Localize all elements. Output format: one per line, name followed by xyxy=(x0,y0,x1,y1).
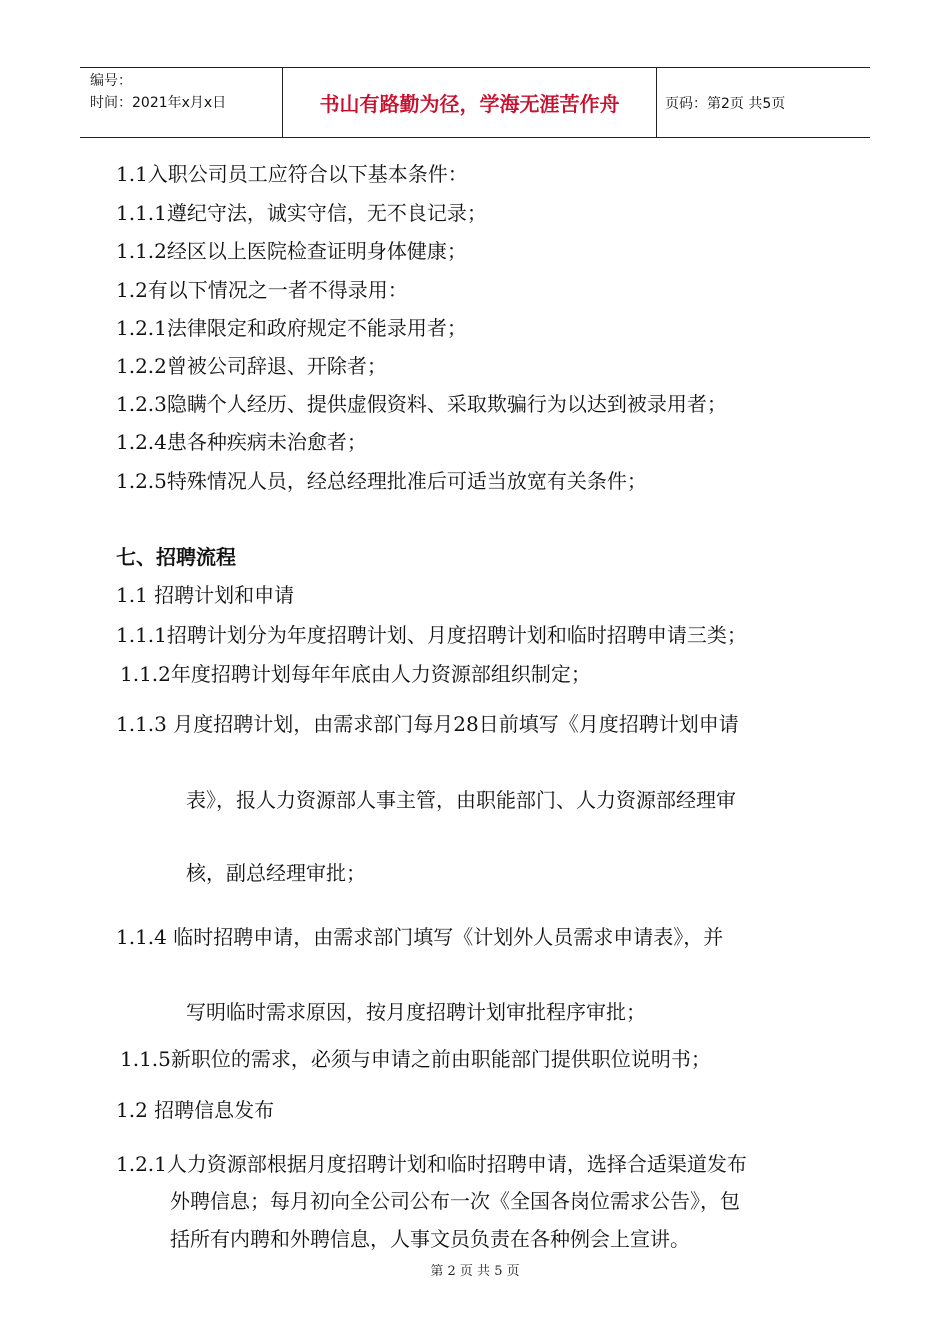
text-line: 括所有内聘和外聘信息，人事文员负责在各种例会上宣讲。 xyxy=(170,1227,690,1251)
header-motto: 书山有路勤为径，学海无涯苦作舟 xyxy=(283,68,657,137)
header-page-info: 页码：第2页 共5页 xyxy=(665,95,786,112)
text-line: 1.1.2年度招聘计划每年年底由人力资源部组织制定； xyxy=(120,662,591,686)
document-number: 编号： xyxy=(90,73,132,89)
text-line: 1.2有以下情况之一者不得录用： xyxy=(116,278,408,302)
text-line: 1.1.2经区以上医院检查证明身体健康； xyxy=(116,239,467,263)
text-line: 表》，报人力资源部人事主管，由职能部门、人力资源部经理审 xyxy=(186,788,736,812)
text-line: 1.2.1人力资源部根据月度招聘计划和临时招聘申请，选择合适渠道发布 xyxy=(116,1152,747,1176)
subheading: 1.2 招聘信息发布 xyxy=(116,1098,275,1122)
text-line: 1.2.4患各种疾病未治愈者； xyxy=(116,430,367,454)
text-line: 写明临时需求原因，按月度招聘计划审批程序审批； xyxy=(186,1000,646,1024)
text-line: 1.2.5特殊情况人员，经总经理批准后可适当放宽有关条件； xyxy=(116,469,647,493)
text-line: 1.2.3隐瞒个人经历、提供虚假资料、采取欺骗行为以达到被录用者； xyxy=(116,392,727,416)
document-date: 时间：2021年x月x日 xyxy=(90,95,227,111)
text-line: 外聘信息；每月初向全公司公布一次《全国各岗位需求公告》，包 xyxy=(170,1189,740,1213)
section-heading: 七、招聘流程 xyxy=(116,545,236,569)
page-header xyxy=(80,67,870,138)
text-line: 1.2.2曾被公司辞退、开除者； xyxy=(116,354,387,378)
text-line: 1.1.1遵纪守法，诚实守信，无不良记录； xyxy=(116,201,487,225)
text-line: 1.1 招聘计划和申请 xyxy=(116,583,295,607)
text-line: 1.1.5新职位的需求，必须与申请之前由职能部门提供职位说明书； xyxy=(120,1047,711,1071)
text-line: 核，副总经理审批； xyxy=(186,861,366,885)
text-line: 1.1入职公司员工应符合以下基本条件： xyxy=(116,162,468,186)
page-footer: 第 2 页 共 5 页 xyxy=(430,1264,520,1279)
text-line: 1.1.3 月度招聘计划，由需求部门每月28日前填写《月度招聘计划申请 xyxy=(116,712,739,736)
text-line: 1.1.1招聘计划分为年度招聘计划、月度招聘计划和临时招聘申请三类； xyxy=(116,623,747,647)
text-line: 1.2.1法律限定和政府规定不能录用者； xyxy=(116,316,467,340)
text-line: 1.1.4 临时招聘申请，由需求部门填写《计划外人员需求申请表》，并 xyxy=(116,925,724,949)
header-meta xyxy=(80,68,283,137)
